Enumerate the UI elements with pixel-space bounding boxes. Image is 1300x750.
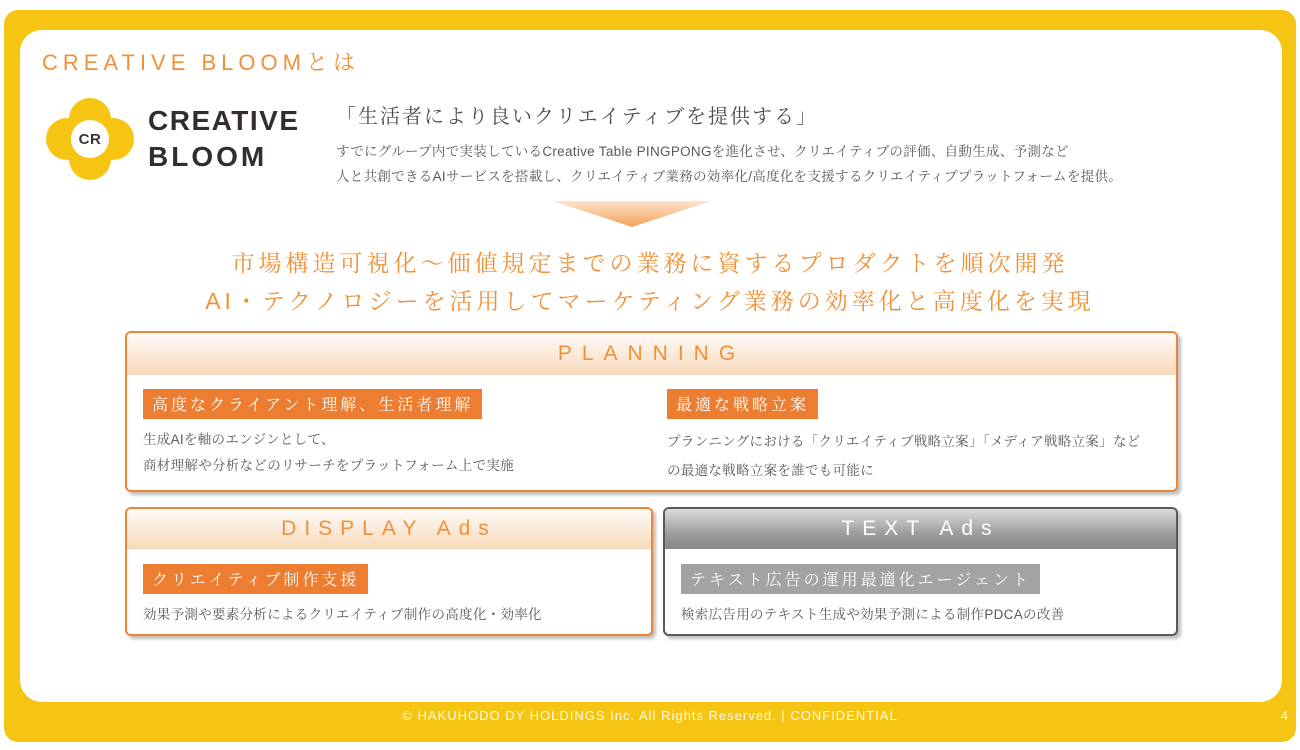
text-ads-header: TEXT Ads xyxy=(665,509,1176,549)
planning-left-label: 高度なクライアント理解、生活者理解 xyxy=(143,389,482,419)
intro-quote: 「生活者により良いクリエイティブを提供する」 xyxy=(336,106,818,128)
planning-right-column xyxy=(667,389,1149,485)
headline-line1: 市場構造可視化～価値規定までの業務に資するプロダクトを順次開発 xyxy=(231,250,1069,276)
intro-description-line1: すでにグループ内で実装しているCreative Table PINGPONGを進化させ、クリエイティブの評価、自動生成、予測など xyxy=(336,144,1069,159)
planning-left-column xyxy=(143,389,514,479)
text-ads-body: 検索広告用のテキスト生成や効果予測による制作PDCAの改善 xyxy=(681,607,1065,622)
text-ads-label: テキスト広告の運用最適化エージェント xyxy=(681,564,1040,594)
page-title: CREATIVE BLOOMとは xyxy=(42,50,360,75)
display-ads-label: クリエイティブ制作支援 xyxy=(143,564,368,594)
display-ads-body: 効果予測や要素分析によるクリエイティブ制作の高度化・効率化 xyxy=(143,607,542,622)
planning-left-body-line2: 商材理解や分析などのリサーチをプラットフォーム上で実施 xyxy=(143,458,514,473)
display-ads-content xyxy=(143,564,542,628)
headline-line2: AI・テクノロジーを活用してマーケティング業務の効率化と高度化を実現 xyxy=(205,288,1095,314)
planning-left-body xyxy=(143,427,514,479)
logo-wordmark-line1: CREATIVE xyxy=(148,105,300,136)
display-ads-box xyxy=(125,507,653,636)
creative-bloom-flower-icon xyxy=(46,98,134,180)
page-number: 4 xyxy=(1280,708,1288,723)
logo-wordmark-line2: BLOOM xyxy=(148,141,268,172)
text-ads-content xyxy=(681,564,1064,628)
planning-box xyxy=(125,331,1178,492)
logo-monogram: CR xyxy=(71,120,109,158)
logo-wordmark xyxy=(148,103,300,175)
display-ads-header: DISPLAY Ads xyxy=(127,509,651,549)
planning-right-body: プランニングにおける「クリエイティブ戦略立案」「メディア戦略立案」などの最適な戦略立案を誰でも可能に xyxy=(667,434,1141,478)
text-ads-box xyxy=(663,507,1178,636)
planning-header: PLANNING xyxy=(127,333,1176,375)
planning-left-body-line1: 生成AIを軸のエンジンとして、 xyxy=(143,432,335,447)
planning-right-label: 最適な戦略立案 xyxy=(667,389,818,419)
intro-description-line2: 人と共創できるAIサービスを搭載し、クリエイティブ業務の効率化/高度化を支援するクリエイティブプラットフォームを提供。 xyxy=(336,169,1123,184)
footer-copyright: © HAKUHODO DY HOLDINGS Inc. All Rights Reserved. | CONFIDENTIAL xyxy=(402,708,898,723)
